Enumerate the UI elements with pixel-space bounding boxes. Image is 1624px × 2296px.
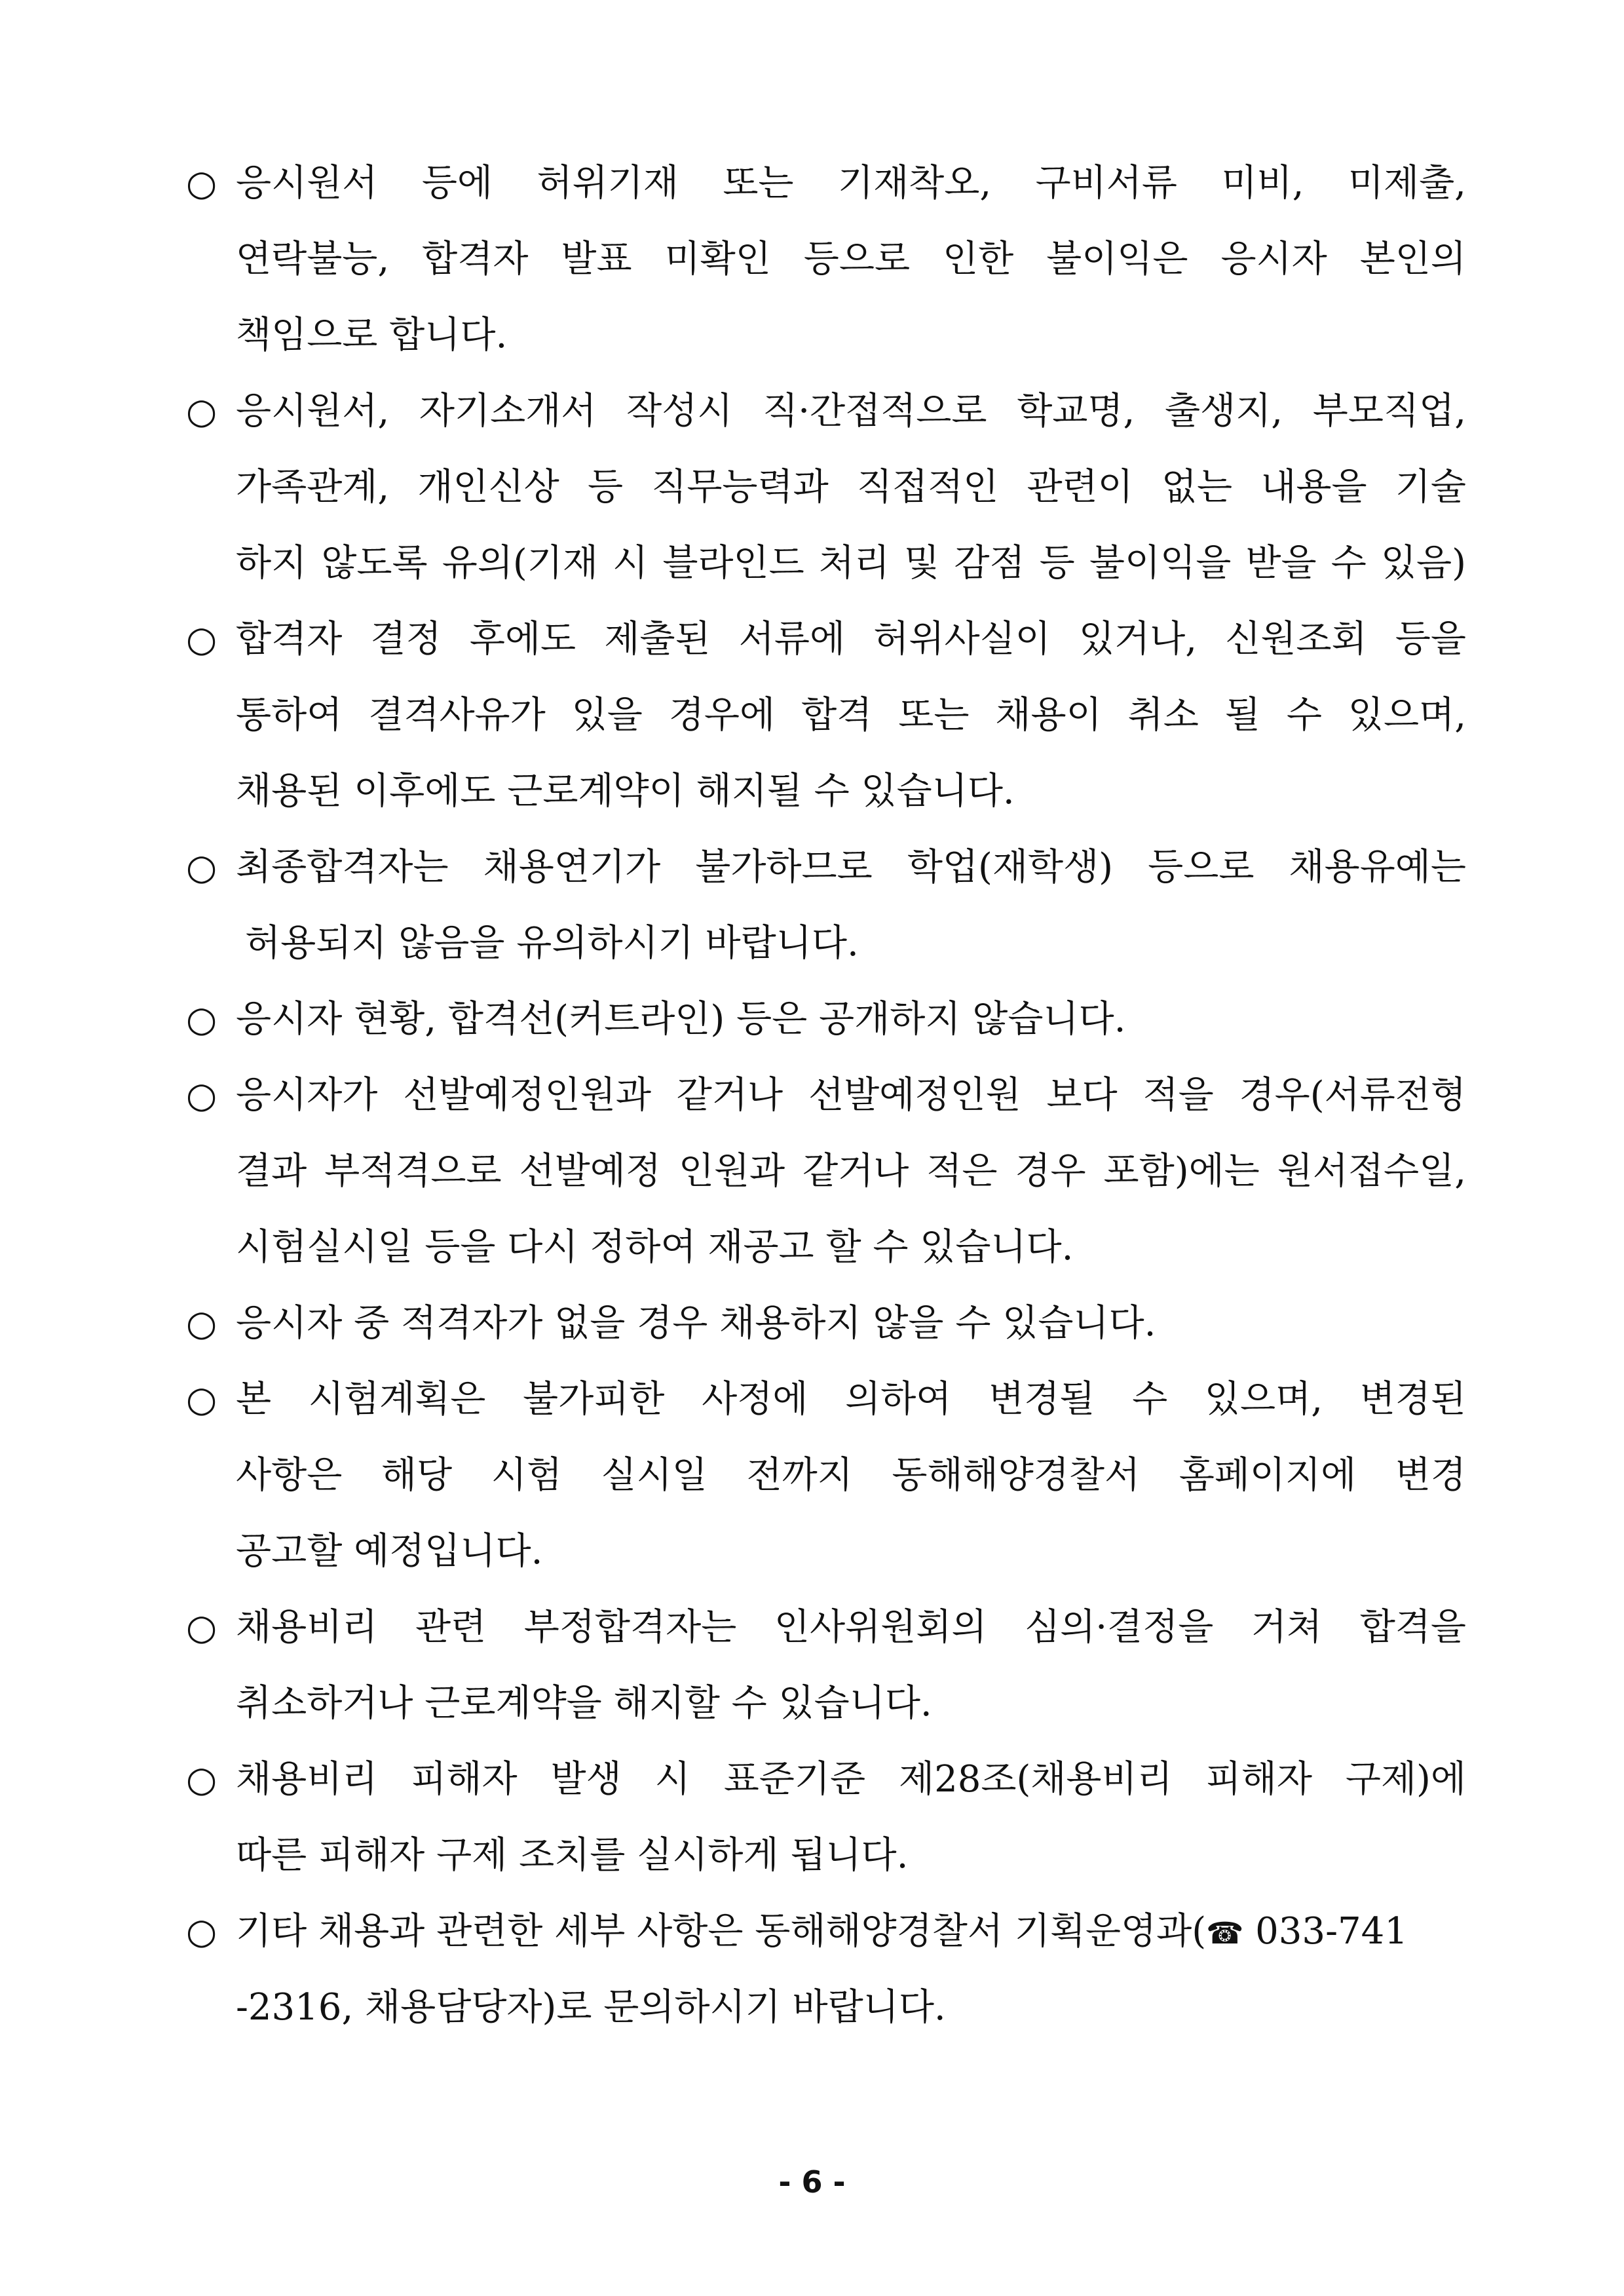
- notice-line: 채용비리 피해자 발생 시 표준기준 제28조(채용비리 피해자 구제)에: [236, 1758, 1466, 1801]
- notice-item: [182, 1362, 1466, 1590]
- circle-bullet-icon: ○: [186, 847, 217, 888]
- circle-bullet-icon: ○: [186, 1759, 217, 1800]
- notice-line: 본 시험계획은 불가피한 사정에 의하여 변경될 수 있으며, 변경된: [236, 1378, 1466, 1421]
- notice-line: 통하여 결격사유가 있을 경우에 합격 또는 채용이 취소 될 수 있으며,: [236, 694, 1466, 737]
- notice-item: [182, 1058, 1466, 1286]
- notice-line: 채용비리 관련 부정합격자는 인사위원회의 심의·결정을 거쳐 합격을: [236, 1606, 1466, 1649]
- notice-line: 취소하거나 근로계약을 해지할 수 있습니다.: [236, 1682, 932, 1725]
- notice-line: 따른 피해자 구제 조치를 실시하게 됩니다.: [236, 1834, 909, 1877]
- circle-bullet-icon: ○: [186, 1911, 217, 1952]
- circle-bullet-icon: ○: [186, 163, 217, 204]
- notice-line: 연락불능, 합격자 발표 미확인 등으로 인한 불이익은 응시자 본인의: [236, 238, 1466, 280]
- circle-bullet-icon: ○: [186, 1379, 217, 1420]
- notice-line-text: 기타 채용과 관련한 세부 사항은 동해해양경찰서 기획운영과(: [236, 1910, 1207, 1953]
- notice-line: 합격자 결정 후에도 제출된 서류에 허위사실이 있거나, 신원조회 등을: [236, 618, 1466, 660]
- notice-line-with-phone: [236, 1894, 1466, 1970]
- notice-line: 사항은 해당 시험 실시일 전까지 동해해양경찰서 홈페이지에 변경: [236, 1454, 1466, 1497]
- notice-item: [182, 830, 1466, 982]
- notice-line: 응시원서, 자기소개서 작성시 직·간접적으로 학교명, 출생지, 부모직업,: [236, 390, 1466, 432]
- notice-line: 가족관계, 개인신상 등 직무능력과 직접적인 관련이 없는 내용을 기술: [236, 466, 1466, 508]
- circle-bullet-icon: ○: [186, 999, 217, 1040]
- circle-bullet-icon: ○: [186, 391, 217, 432]
- circle-bullet-icon: ○: [186, 1303, 217, 1344]
- notice-line: 허용되지 않음을 유의하시기 바랍니다.: [245, 922, 859, 965]
- notice-item: [182, 1894, 1466, 2046]
- notice-line: 채용된 이후에도 근로계약이 해지될 수 있습니다.: [236, 770, 1015, 813]
- circle-bullet-icon: ○: [186, 619, 217, 660]
- notice-item: [182, 982, 1466, 1058]
- notice-line: 결과 부적격으로 선발예정 인원과 같거나 적은 경우 포함)에는 원서접수일,: [236, 1150, 1466, 1193]
- notice-line: 응시자가 선발예정인원과 같거나 선발예정인원 보다 적을 경우(서류전형: [236, 1074, 1466, 1117]
- notice-item: [182, 1590, 1466, 1742]
- notice-line: 시험실시일 등을 다시 정하여 재공고 할 수 있습니다.: [236, 1226, 1074, 1269]
- phone-icon: ☎: [1206, 1915, 1244, 1951]
- notice-item: [182, 1286, 1466, 1362]
- circle-bullet-icon: ○: [186, 1607, 217, 1648]
- circle-bullet-icon: ○: [186, 1075, 217, 1116]
- notice-list: [182, 145, 1466, 2046]
- notice-line: 응시자 현황, 합격선(커트라인) 등은 공개하지 않습니다.: [236, 998, 1126, 1041]
- notice-item: [182, 373, 1466, 602]
- notice-item: [182, 145, 1466, 373]
- notice-item: [182, 602, 1466, 830]
- notice-line: -2316, 채용담당자)로 문의하시기 바랍니다.: [236, 1986, 946, 2029]
- notice-line: 하지 않도록 유의(기재 시 블라인드 처리 및 감점 등 불이익을 받을 수 있음): [236, 542, 1466, 584]
- notice-line: 응시원서 등에 허위기재 또는 기재착오, 구비서류 미비, 미제출,: [236, 162, 1466, 204]
- notice-line: 책임으로 합니다.: [236, 314, 508, 356]
- notice-line: 응시자 중 적격자가 없을 경우 채용하지 않을 수 있습니다.: [236, 1302, 1156, 1345]
- notice-item: [182, 1742, 1466, 1894]
- notice-line: 공고할 예정입니다.: [236, 1530, 543, 1573]
- phone-number-text: 033-741: [1243, 1910, 1408, 1953]
- notice-line: 최종합격자는 채용연기가 불가하므로 학업(재학생) 등으로 채용유예는: [236, 846, 1466, 889]
- page-number: - 6 -: [778, 2164, 846, 2200]
